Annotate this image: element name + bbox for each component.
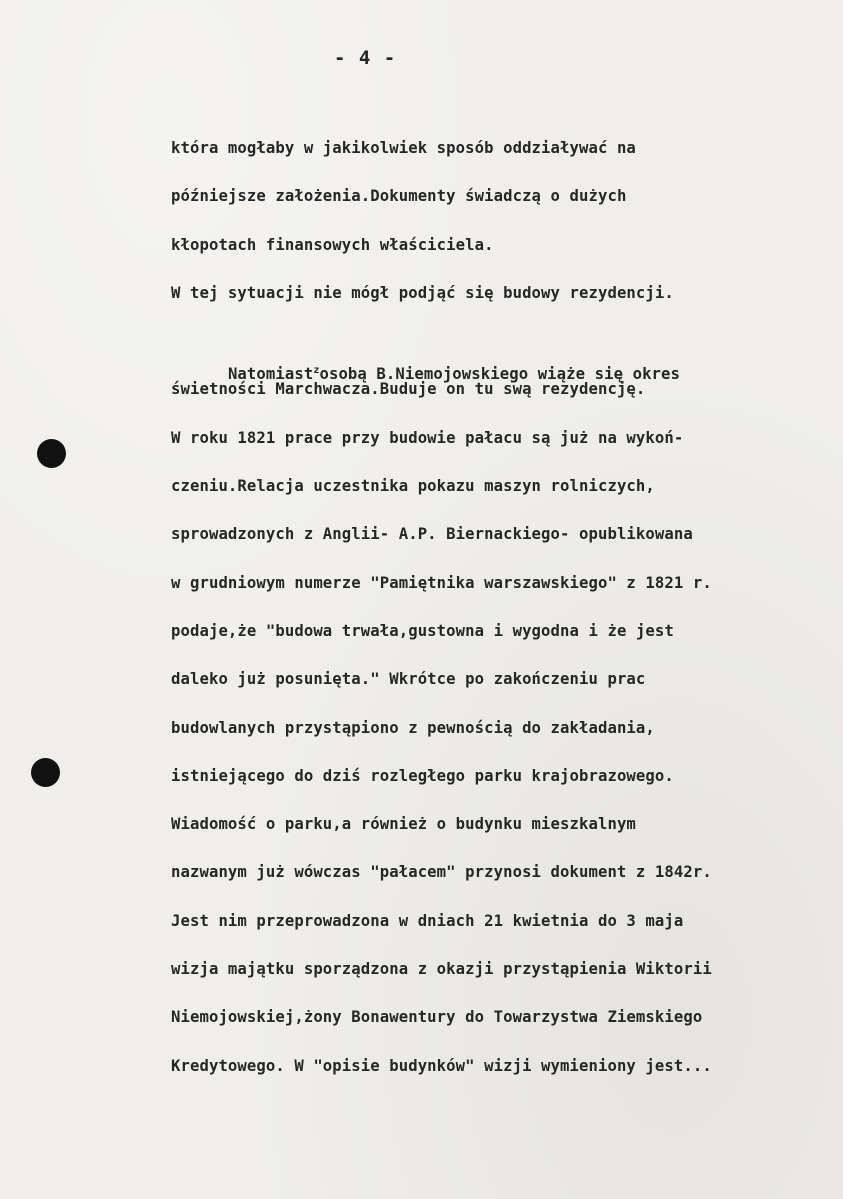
page-number: - 4 - xyxy=(334,47,397,69)
body-line-20: Kredytowego. W "opisie budynków" wizji wymieniony jest... xyxy=(171,1056,712,1075)
body-line-13: budowlanych przystąpiono z pewnością do zakładania, xyxy=(171,718,655,737)
body-line-5-after: osobą B.Niemojowskiego wiąże się okres xyxy=(319,365,681,384)
body-line-9: sprowadzonych z Anglii- A.P. Biernackiego- opublikowana xyxy=(171,525,693,544)
body-line-14: istniejącego do dziś rozległego parku krajobrazowego. xyxy=(171,766,674,785)
body-line-3: kłopotach finansowych właściciela. xyxy=(171,235,494,254)
body-line-16: nazwanym już wówczas "pałacem" przynosi dokument z 1842r. xyxy=(171,863,712,882)
document-body xyxy=(171,133,791,1099)
body-line-5-superscript: z xyxy=(313,365,320,377)
body-line-15: Wiadomość o parku,a również o budynku mieszkalnym xyxy=(171,815,636,834)
body-line-18: wizja majątku sporządzona z okazji przystąpienia Wiktorii xyxy=(171,960,712,979)
body-line-7: W roku 1821 prace przy budowie pałacu są już na wykoń- xyxy=(171,428,684,447)
body-line-4: W tej sytuacji nie mógł podjąć się budowy rezydencji. xyxy=(171,283,674,302)
punch-hole-bottom xyxy=(31,758,60,787)
body-line-5 xyxy=(171,326,791,384)
punch-hole-top xyxy=(37,439,66,468)
body-line-12: daleko już posunięta." Wkrótce po zakończeniu prac xyxy=(171,670,646,689)
body-line-10: w grudniowym numerze "Pamiętnika warszawskiego" z 1821 r. xyxy=(171,573,712,592)
body-line-8: czeniu.Relacja uczestnika pokazu maszyn rolniczych, xyxy=(171,477,655,496)
body-line-11: podaje,że "budowa trwała,gustowna i wygodna i że jest xyxy=(171,621,674,640)
body-line-17: Jest nim przeprowadzona w dniach 21 kwietnia do 3 maja xyxy=(171,911,684,930)
body-line-19: Niemojowskiej,żony Bonawentury do Towarzystwa Ziemskiego xyxy=(171,1008,703,1027)
body-line-1: która mogłaby w jakikolwiek sposób oddziaływać na xyxy=(171,139,636,157)
body-line-5-before: Natomiast xyxy=(227,365,314,384)
body-line-6: świetności Marchwacza.Buduje on tu swą rezydencję. xyxy=(171,380,646,399)
body-line-2: późniejsze założenia.Dokumenty świadczą o dużych xyxy=(171,187,627,206)
